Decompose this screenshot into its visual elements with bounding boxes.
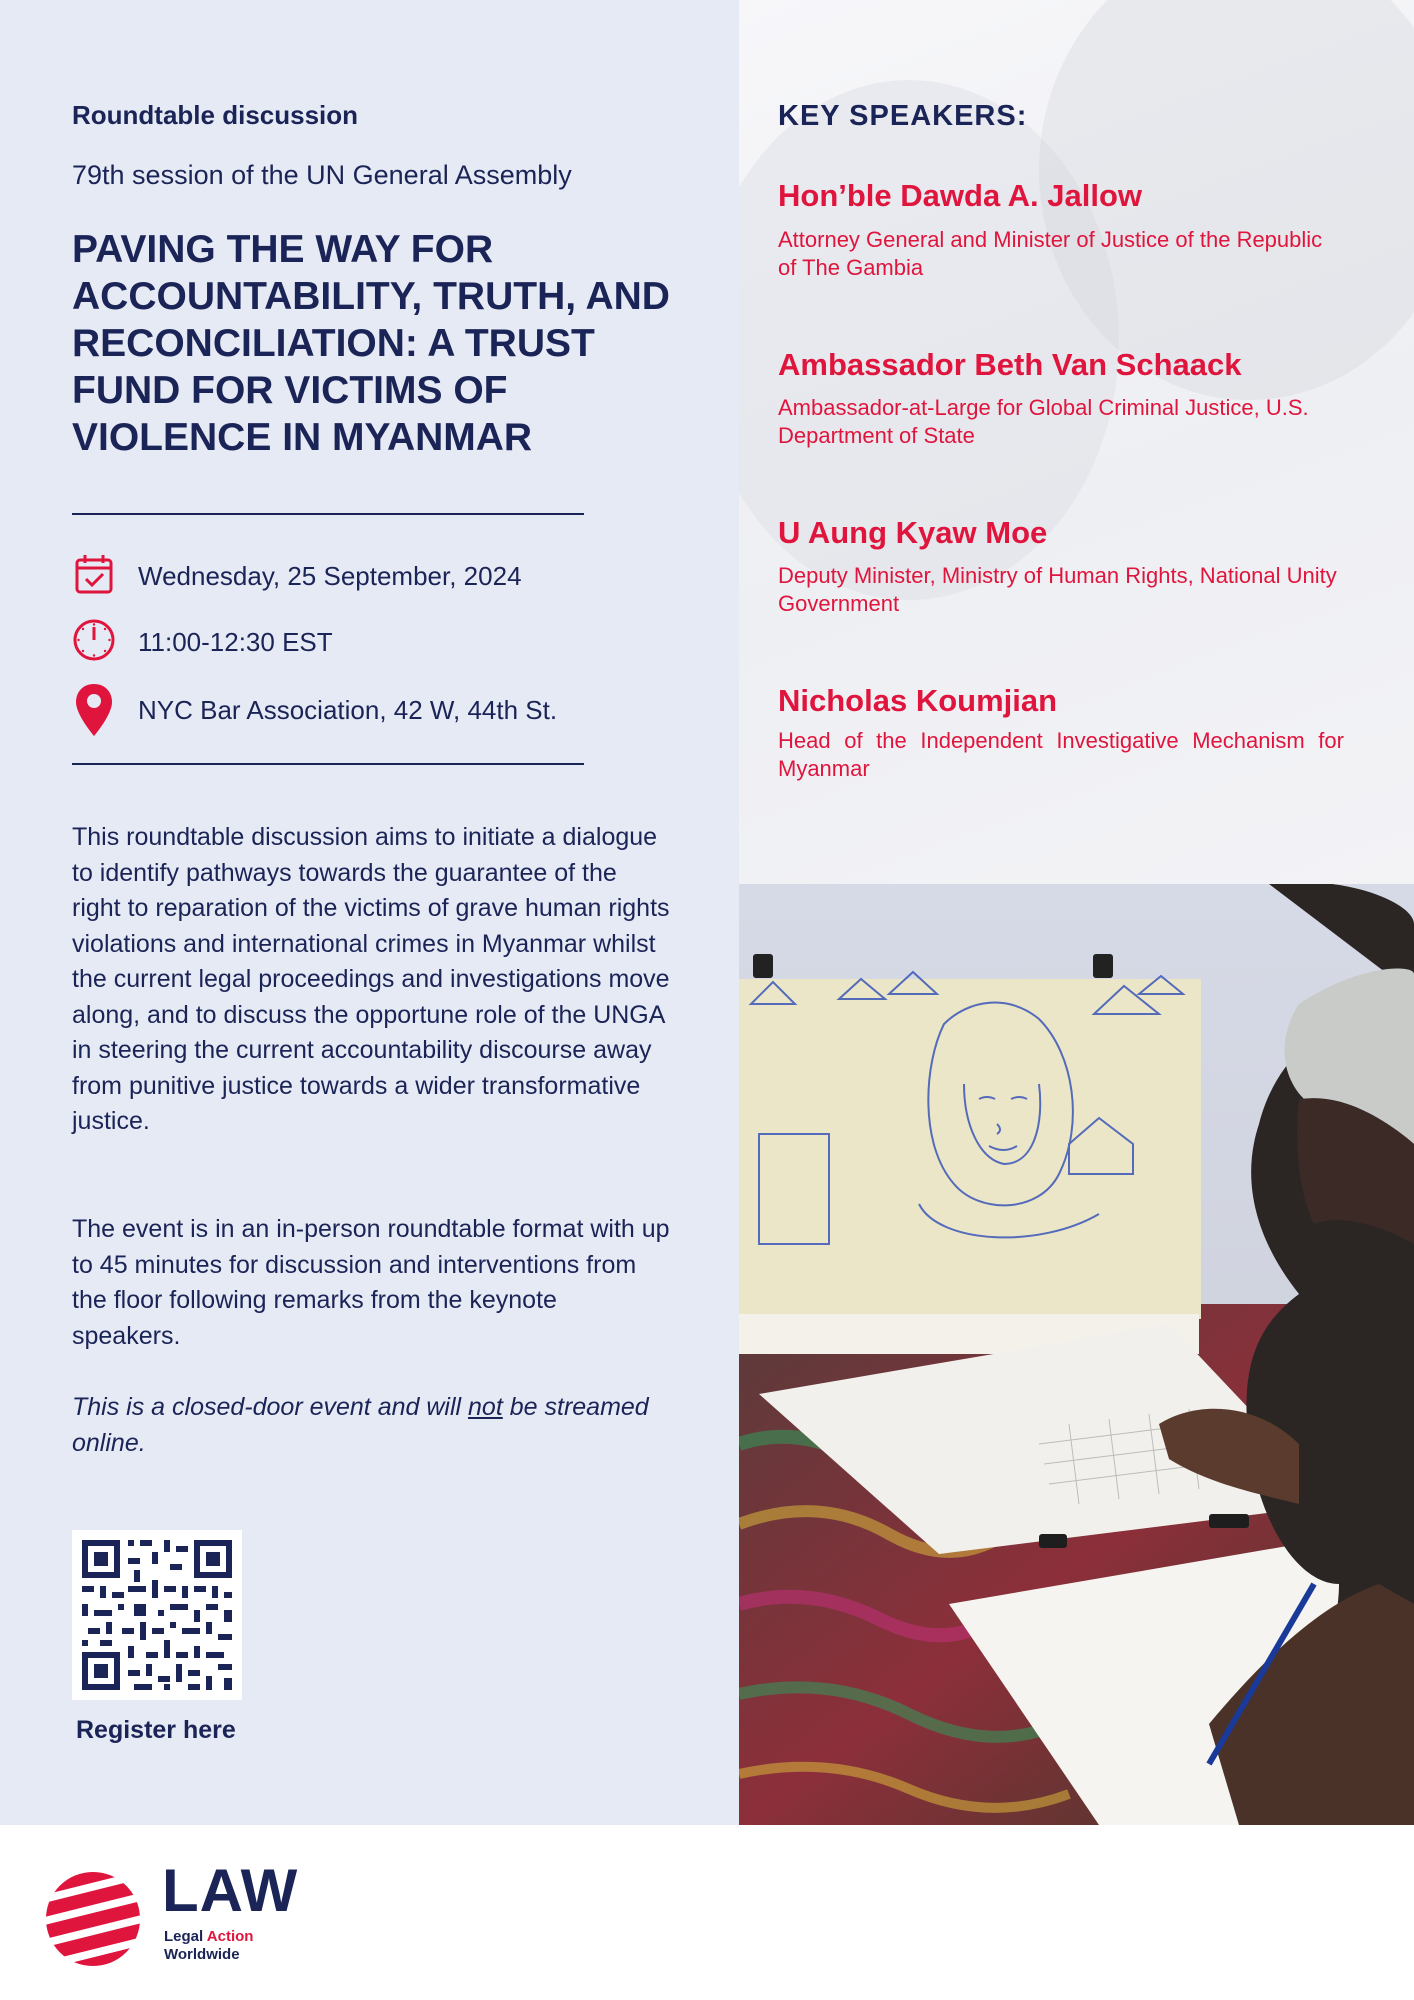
page-title: PAVING THE WAY FOR ACCOUNTABILITY, TRUTH, AND RECONCILIATION: A TRUST FUND FOR VICTIMS OF VIOLENCE IN MYANMAR bbox=[72, 228, 670, 459]
event-photo bbox=[739, 884, 1414, 1825]
speaker-name: Hon’ble Dawda A. Jallow bbox=[778, 178, 1143, 213]
divider bbox=[72, 513, 584, 515]
speaker-name: Ambassador Beth Van Schaack bbox=[778, 347, 1242, 382]
event-time: 11:00-12:30 EST bbox=[138, 627, 333, 657]
register-link[interactable]: Register here bbox=[76, 1716, 236, 1744]
logo-subtitle-text: Legal bbox=[164, 1928, 207, 1945]
divider bbox=[72, 763, 584, 765]
description-paragraph: This roundtable discussion aims to initiate a dialogue to identify pathways towards the guarantee of the right to reparation of the victims of grave human rights violations and international crimes in Myanmar whilst the current legal proceedings and investigations move along, and to discuss the opportune role of the UNGA in steering the current accountability discourse away from punitive justice towards a wider transformative justice. bbox=[72, 823, 670, 1135]
logo-subtitle-text: Worldwide bbox=[164, 1946, 240, 1963]
calendar-check-icon bbox=[72, 552, 116, 596]
logo-wordmark: LAW bbox=[162, 1857, 299, 1924]
note-emphasis: not bbox=[468, 1393, 503, 1421]
map-pin-icon bbox=[72, 682, 116, 738]
speaker-role: Ambassador-at-Large for Global Criminal Justice, U.S. Department of State bbox=[778, 395, 1309, 448]
photo-illustration bbox=[739, 884, 1414, 1825]
event-date: Wednesday, 25 September, 2024 bbox=[138, 561, 522, 591]
clock-icon bbox=[72, 618, 116, 662]
format-paragraph: The event is in an in-person roundtable format with up to 45 minutes for discussion and interventions from the floor following remarks from the keynote speakers. bbox=[72, 1215, 670, 1350]
logo-subtitle bbox=[164, 1928, 253, 1964]
speaker-role: Deputy Minister, Ministry of Human Rights, National Unity Government bbox=[778, 563, 1337, 616]
speaker-name: U Aung Kyaw Moe bbox=[778, 515, 1048, 550]
speaker-name: Nicholas Koumjian bbox=[778, 683, 1058, 718]
closed-door-note bbox=[72, 1390, 672, 1461]
note-text: This is a closed-door event and will bbox=[72, 1393, 469, 1421]
session-label: 79th session of the UN General Assembly bbox=[72, 160, 572, 190]
qr-code-image bbox=[72, 1530, 242, 1700]
event-location: NYC Bar Association, 42 W, 44th St. bbox=[138, 695, 558, 725]
speaker-role: Attorney General and Minister of Justice of the Republic of The Gambia bbox=[778, 227, 1323, 280]
note-text: be streamed online. bbox=[72, 1393, 649, 1457]
law-logo-mark bbox=[44, 1870, 142, 1968]
qr-code[interactable] bbox=[72, 1530, 242, 1700]
speakers-heading: KEY SPEAKERS: bbox=[778, 100, 1028, 132]
speaker-role: Head of the Independent Investigative Mechanism for Myanmar bbox=[778, 728, 1344, 781]
logo-subtitle-accent: Action bbox=[206, 1928, 254, 1945]
event-type-label: Roundtable discussion bbox=[72, 100, 359, 130]
